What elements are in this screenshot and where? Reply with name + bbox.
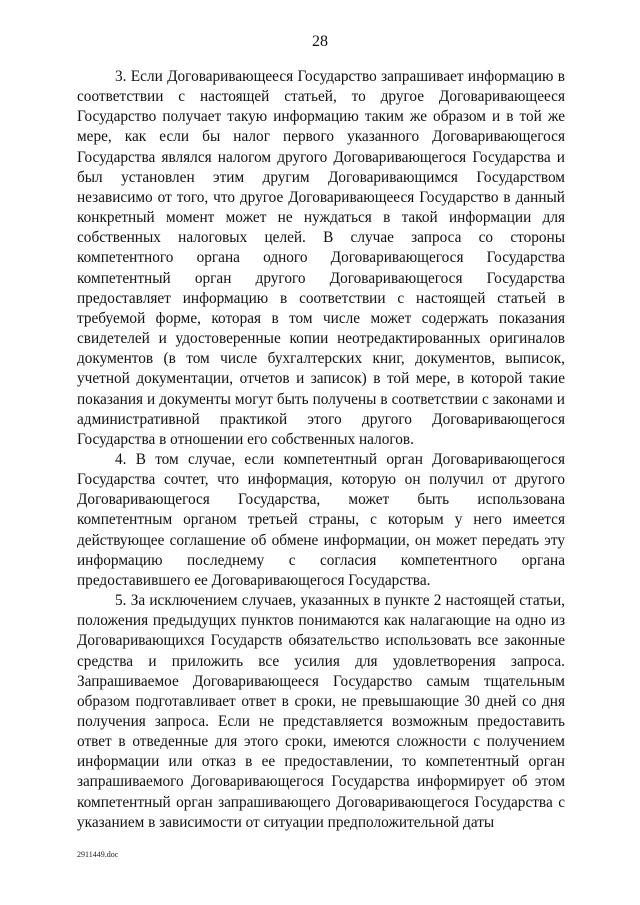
paragraph-3: 3. Если Договаривающееся Государство запрашивает информацию в соответствии с настоящей статьей, то другое Договаривающееся Государство получает такую информацию таким же образом и в той же мере, как если бы налог первого указанного Договаривающегося Государства являлся налогом другого Договаривающегося Государства и был установлен этим другим Договаривающимся Государством независимо от того, что другое Договаривающееся Государство в данный конкретный момент может не нуждаться в такой информации для собственных налоговых целей. В случае запроса со стороны компетентного органа одного Договаривающегося Государства компетентный орган другого Договаривающегося Государства предоставляет информацию в соответствии с настоящей статьей в требуемой форме, которая в том числе может содержать показания свидетелей и удостоверенные копии неотредактированных оригиналов документов (в том числе бухгалтерских книг, документов, выписок, учетной документации, отчетов и записок) в той мере, в которой такие показания и документы могут быть получены в соответствии с законами и административной практикой этого другого Договаривающегося Государства в отношении его собственных налогов.: [77, 68, 565, 448]
footer-filename: 2911449.doc: [77, 850, 119, 859]
page-number: 28: [312, 33, 328, 50]
paragraph-4: 4. В том случае, если компетентный орган Договаривающегося Государства сочтет, что информация, которую он получил от другого Договаривающегося Государства, может быть использована компетентным органом третьей страны, с которым у него имеется действующее соглашение об обмене информации, он может передать эту информацию последнему с согласия компетентного органа предоставившего ее Договаривающегося Государства.: [77, 450, 565, 589]
document-body: [77, 67, 565, 833]
paragraph-5: 5. За исключением случаев, указанных в пункте 2 настоящей статьи, положения предыдущих пунктов понимаются как налагающие на одно из Договаривающихся Государств обязательство использовать все законные средства и приложить все усилия для удовлетворения запроса. Запрашиваемое Договаривающееся Государство самым тщательным образом подготавливает ответ в сроки, не превышающие 30 дней со дня получения запроса. Если не представляется возможным предоставить ответ в отведенные для этого сроки, имеются сложности с получением информации или отказ в ее предоставлении, то компетентный орган запрашиваемого Договаривающегося Государства информирует об этом компетентный орган запрашивающего Договаривающегося Государства с указанием в зависимости от ситуации предположительной даты: [77, 592, 565, 831]
